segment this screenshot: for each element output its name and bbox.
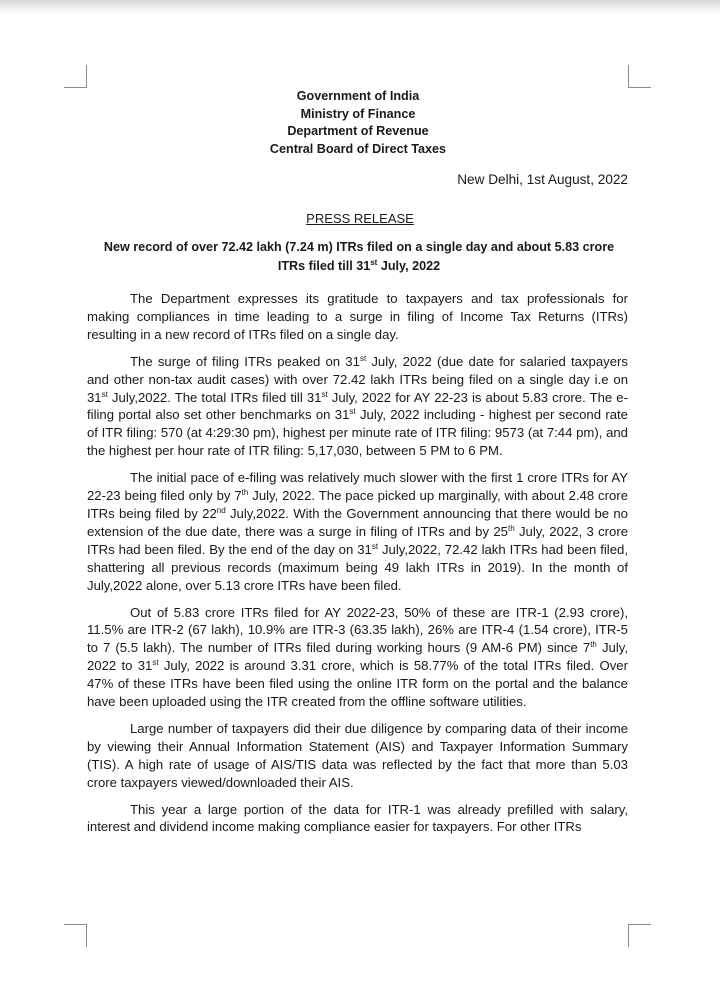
paragraph-3: The initial pace of e-filing was relatively much slower with the first 1 crore ITRs for AY 22-23 being filed only by 7th July, 2022. The pace picked up marginally, with about 2.48 crore ITRs being filed by 22nd July,2022. With the Government announcing that there would be no extension of the due date, there was a surge in filing of ITRs and by 25th July, 2022, 3 crore ITRs had been filed. By the end of the day on 31st July,2022, 72.42 lakh ITRs had been filed, shattering all previous records (maximum being 49 lakh ITRs in 2019). In the month of July,2022 alone, over 5.13 crore ITRs have been filed.: [87, 470, 629, 593]
paragraph-4: Out of 5.83 crore ITRs filed for AY 2022-23, 50% of these are ITR-1 (2.93 crore), 11.5% are ITR-2 (67 lakh), 10.9% are ITR-3 (63.35 lakh), 26% are ITR-4 (1.54 crore), ITR-5 to 7 (5.5 lakh). The number of ITRs filed during working hours (9 AM-6 PM) since 7th July, 2022 to 31st July, 2022 is around 3.31 crore, which is 58.77% of the total ITRs filed. Over 47% of these ITRs have been filed using the online ITR form on the portal and the balance have been uploaded using the ITR created from the offline software utilities.: [87, 604, 628, 710]
letterhead-line: Government of India: [296, 89, 420, 103]
crop-mark-bottom-right: [628, 924, 651, 947]
letterhead-line: Ministry of Finance: [300, 106, 416, 121]
ordinal-suffix: st: [370, 258, 378, 267]
headline: [96, 238, 622, 276]
body-text: [87, 290, 628, 845]
headline-text: July, 2022: [377, 259, 441, 273]
letterhead: [180, 88, 536, 158]
letterhead-line: Department of Revenue: [287, 124, 429, 139]
dateline: New Delhi, 1st August, 2022: [457, 172, 628, 187]
letterhead-line: Central Board of Direct Taxes: [269, 141, 447, 156]
crop-mark-top-left: [64, 65, 87, 88]
crop-mark-top-right: [628, 65, 651, 88]
headline-text: New record of over 72.42 lakh (7.24 m) ITRs filed on a single day and about 5.83 crore ITRs filed till 31: [103, 240, 615, 273]
paragraph-2: The surge of filing ITRs peaked on 31st July, 2022 (due date for salaried taxpayers and other non-tax audit cases) with over 72.42 lakh ITRs being filed on a single day i.e on 31st July,2022. The total ITRs filed till 31st July, 2022 for AY 22-23 is about 5.83 crore. The e-filing portal also set other benchmarks on 31st July, 2022 including - highest per second rate of ITR filing: 570 (at 4:29:30 pm), highest per minute rate of ITR filing: 9573 (at 7:44 pm), and the highest per hour rate of ITR filing: 5,17,030, between 5 PM to 6 PM.: [87, 353, 628, 459]
paragraph-1: The Department expresses its gratitude to taxpayers and tax professionals for making compliances in time leading to a surge in filing of Income Tax Returns (ITRs) resulting in a new record of ITRs filed on a single day.: [87, 291, 628, 342]
paragraph-6: This year a large portion of the data for ITR-1 was already prefilled with salary, interest and dividend income making compliance easier for taxpayers. For other ITRs: [87, 801, 628, 835]
page-top-shadow: [0, 0, 720, 14]
crop-mark-bottom-left: [64, 924, 87, 947]
press-release-label: PRESS RELEASE: [306, 211, 414, 226]
paragraph-5: Large number of taxpayers did their due diligence by comparing data of their income by viewing their Annual Information Statement (AIS) and Taxpayer Information Summary (TIS). A high rate of usage of AIS/TIS data was reflected by the fact that more than 5.03 crore taxpayers viewed/downloaded their AIS.: [87, 720, 628, 790]
